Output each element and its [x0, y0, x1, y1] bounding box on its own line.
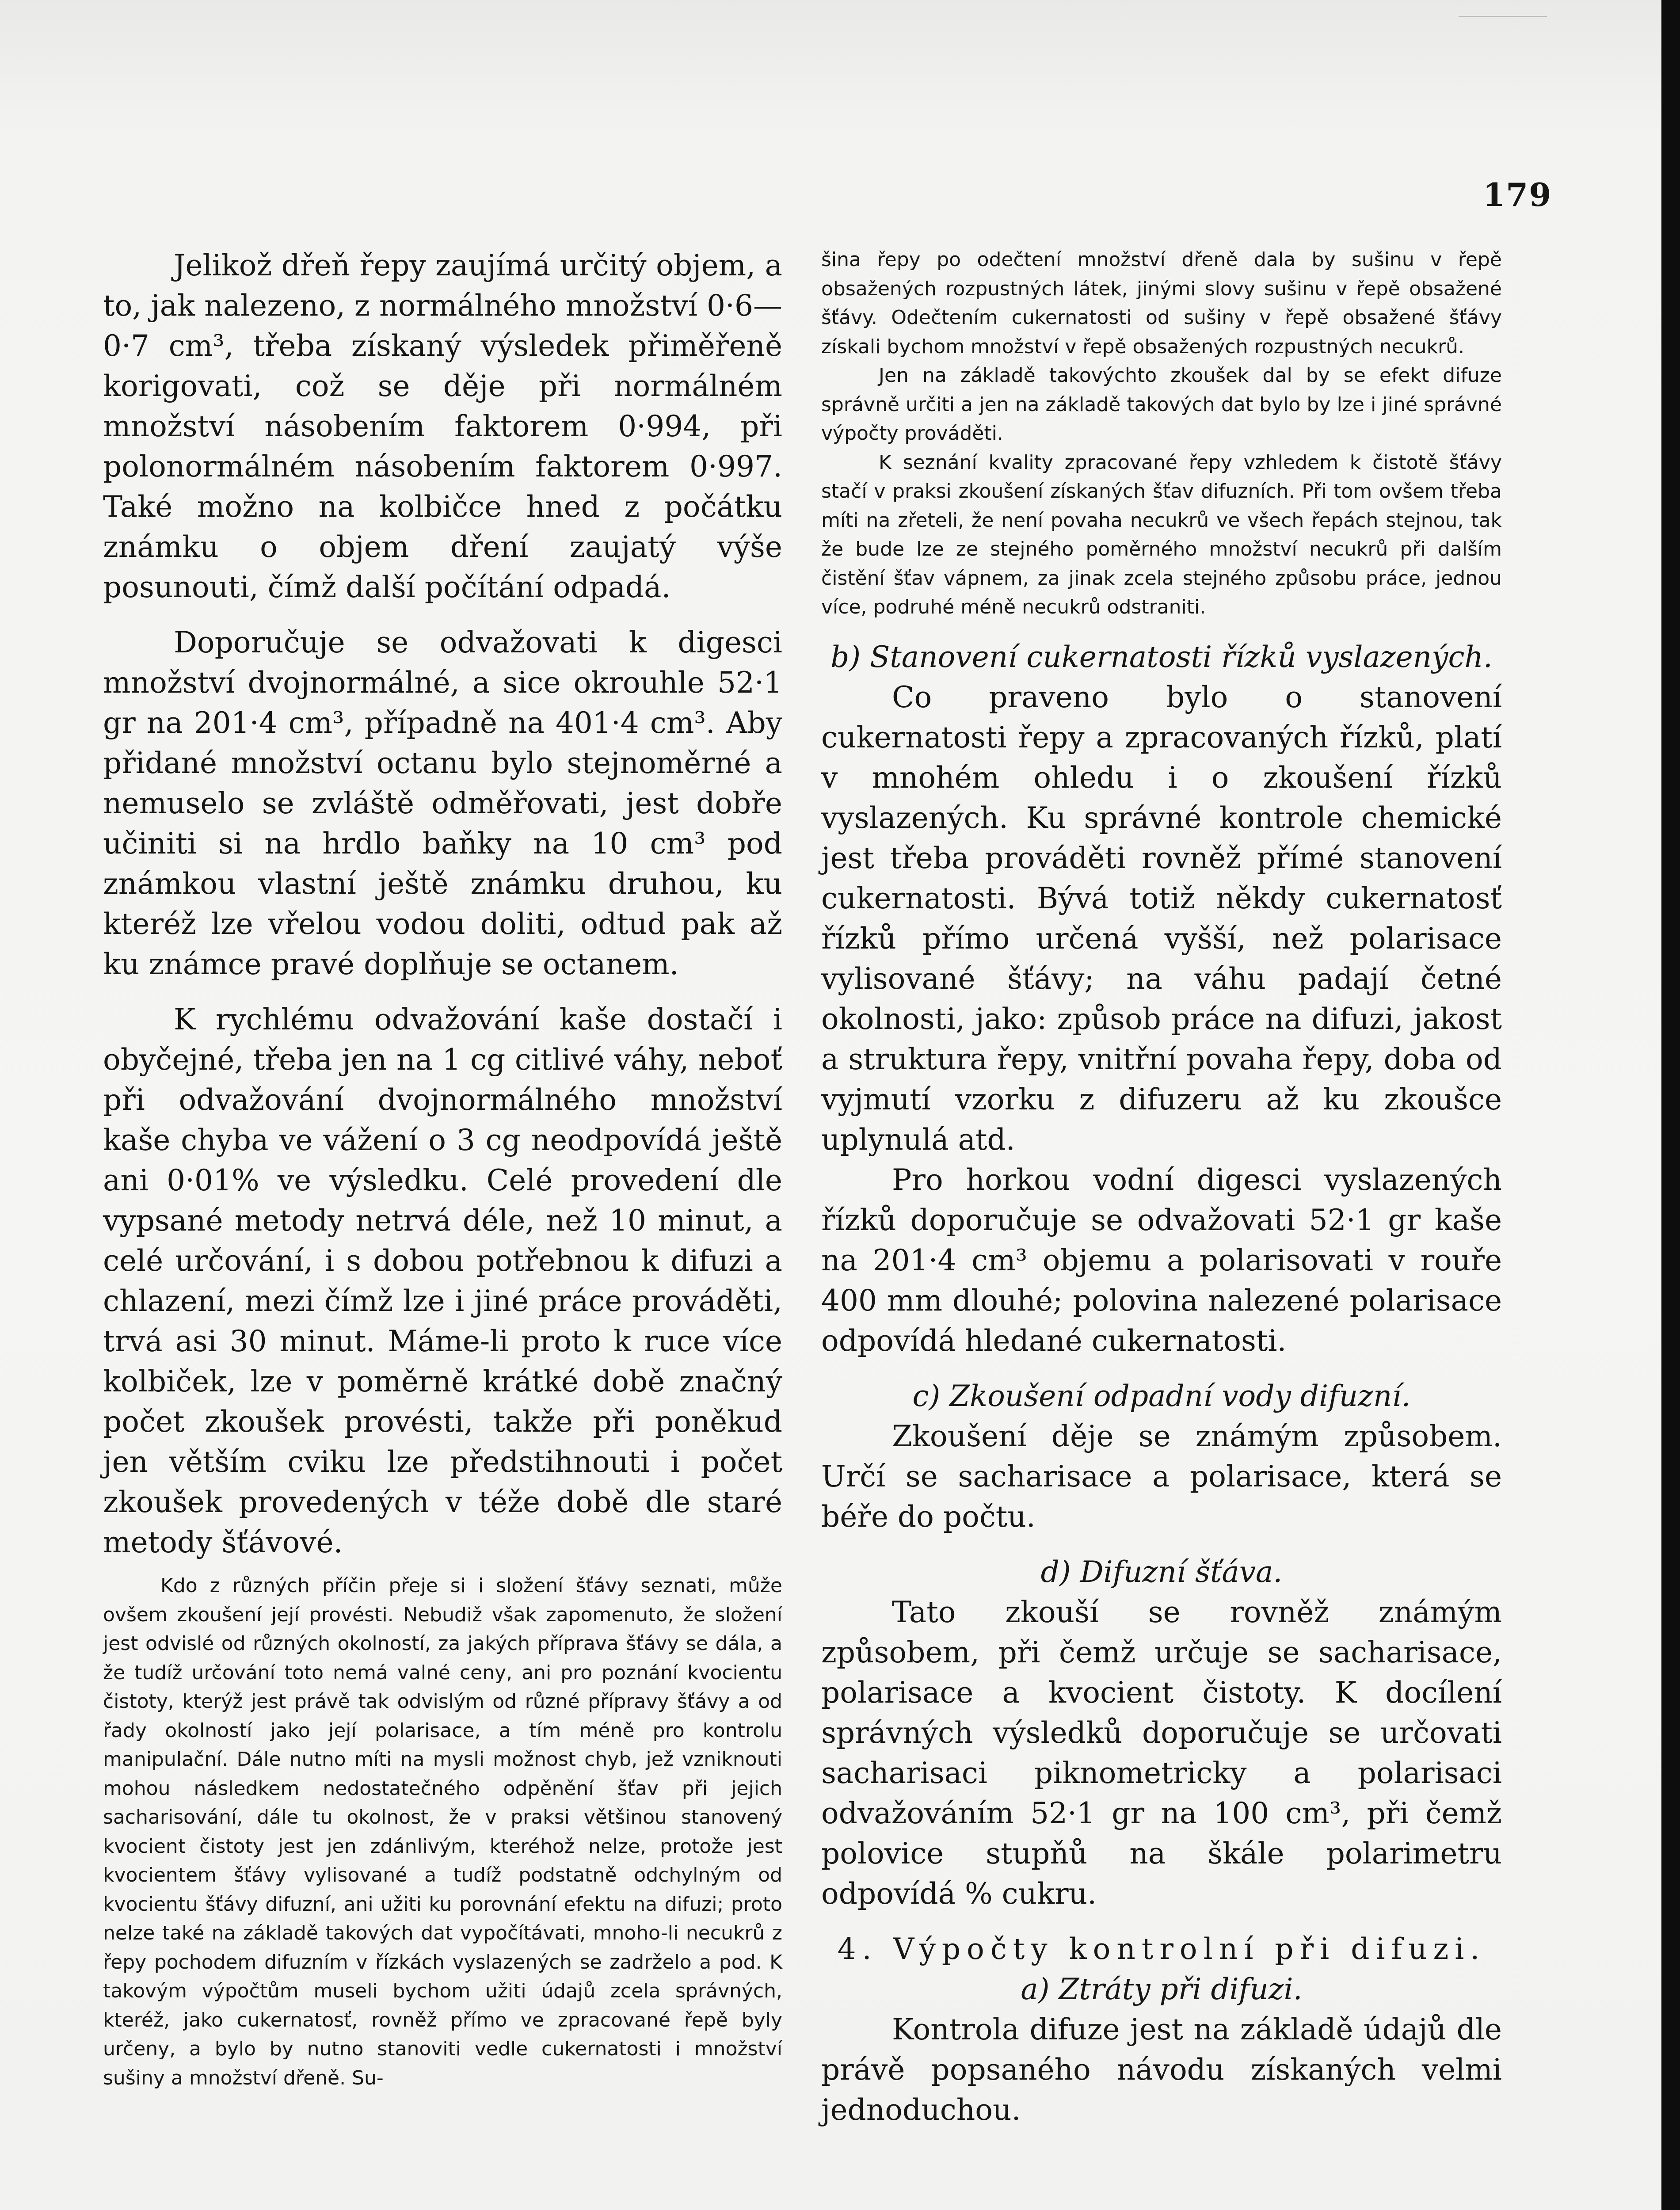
- page-number: 179: [1483, 176, 1552, 213]
- heading-b-cossettes: b) Stanovení cukernatosti řízků vyslazených.: [830, 640, 1493, 674]
- heading-a-losses: a) Ztráty při difuzi.: [1021, 1972, 1303, 2006]
- note-dry-matter: šina řepy po odečtení množství dřeně dala by sušinu v řepě obsažených rozpustných látek, jinými slovy sušinu v řepě obsažené šťávy. Odečtením cukernatosti od sušiny v řepě obsažené šťávy získali bychom množství v řepě obsažených rozpustných necukrů.: [821, 248, 1502, 358]
- paragraph-pulp-correction: Jelikož dřeň řepy zaujímá určitý objem, a to, jak nalezeno, z normálného množství 0·6—0·7 cm³, třeba získaný výsledek přiměřeně korigovati, což se děje při normálném množství násobením faktorem 0·994, při polonormálném násobením faktorem 0·997. Také možno na kolbičce hned z počátku známku o objem dření zaujatý výše posunouti, čímž další počítání odpadá.: [103, 248, 782, 604]
- note-beet-quality: K seznání kvality zpracované řepy vzhledem k čistotě šťávy stačí v praksi zkoušení získaných šťav difuzních. Při tom ovšem třeba míti na zřeteli, že není povaha necukrů ve všech řepách stejnou, tak že bude lze ze stejného poměrného množství necukrů při dalším čistění šťav vápnem, za jinak zcela stejného způsobu práce, jednou více, podruhé méně necukrů odstraniti.: [821, 451, 1502, 618]
- scan-mark: [1459, 16, 1547, 17]
- scan-edge: [1661, 0, 1680, 2210]
- paragraph-quick-weighing: K rychlému odvažování kaše dostačí i obyčejné, třeba jen na 1 cg citlivé váhy, neboť při odvažování dvojnormálného množství kaše chyba ve vážení o 3 cg neodpovídá ještě ani 0·01% ve výsledku. Celé provedení dle vypsané metody netrvá déle, než 10 minut, a celé určování, i s dobou potřebnou k difuzi a chlazení, mezi čímž lze i jiné práce prováděti, trvá asi 30 minut. Máme-li proto k ruce více kolbiček, lze v poměrně krátké době značný počet zkoušek provésti, takže při poněkud jen větším cviku lze předstihnouti i počet zkoušek provedených v téže době dle staré metody šťávové.: [103, 1002, 782, 1559]
- paragraph-control: Kontrola difuze jest na základě údajů dle právě popsaného návodu získaných velmi jednoduchou.: [821, 2012, 1502, 2127]
- paragraph-hot-digestion: Pro horkou vodní digesci vyslazených řízků doporučuje se odvažovati 52·1 gr kaše na 201·4 cm³ objemu a polarisovati v rouře 400 mm dlouhé; polovina nalezené polarisace odpovídá hledané cukernatosti.: [821, 1162, 1502, 1358]
- heading-d-diffusion-juice: d) Difuzní šťáva.: [1040, 1555, 1283, 1589]
- paragraph-diffusion-juice: Tato zkouší se rovněž známým způsobem, při čemž určuje se sacharisace, polarisace a kvocient čistoty. K docílení správných výsledků doporučuje se určovati sacharisaci piknometricky a polarisaci odvažováním 52·1 gr na 100 cm³, při čemž polovice stupňů na škále polarimetru odpovídá % cukru.: [821, 1595, 1502, 1911]
- paragraph-waste-water: Zkoušení děje se známým způsobem. Určí se sacharisace a polarisace, která se béře do počtu.: [821, 1419, 1502, 1534]
- paragraph-double-normal-weighing: Doporučuje se odvažovati k digesci množství dvojnormálné, a sice okrouhle 52·1 gr na 201·4 cm³, případně na 401·4 cm³. Aby přidané množství octanu bylo stejnoměrné a nemuselo se zvláště odměřovati, jest dobře učiniti si na hrdlo baňky na 10 cm³ pod známkou vlastní ještě známku druhou, ku kteréž lze vřelou vodou doliti, odtud pak až ku známce pravé doplňuje se octanem.: [103, 625, 782, 981]
- heading-c-waste-water: c) Zkoušení odpadní vody difuzní.: [912, 1379, 1411, 1413]
- note-juice-composition: Kdo z různých příčin přeje si i složení šťávy seznati, může ovšem zkoušení její provésti. Nebudiž však zapomenuto, že složení jest odvislé od různých okolností, za jakých příprava šťávy se dála, a že tudíž určování toto nemá valné ceny, ani pro poznání kvocientu čistoty, kterýž jest právě tak odvislým od různé přípravy šťávy a od řady okolností jako její polarisace, a tím méně pro kontrolu manipulační. Dále nutno míti na mysli možnost chyb, jež vzniknouti mohou následkem nedostatečného odpěnění šťav při jejich sacharisování, dále tu okolnost, že v praksi většinou stanovený kvocient čistoty jest jen zdánlivým, kteréhož nelze, protože jest kvocientem šťávy vylisované a tudíž podstatně odchylným od kvocientu šťávy difuzní, ani užiti ku porovnání efektu na difuzi; proto nelze také na základě takových dat vypočítávati, mnoho-li necukrů z řepy pochodem difuzním v řízkách vyslazených se zadrželo a pod. K takovým výpočtům museli bychom užiti údajů zcela správných, kteréž, jako cukernatosť, rovněž přímo ve zpracované řepě byly určeny, a bylo by nutno stanoviti vedle cukernatosti i množství sušiny a množství dřeně. Su-: [103, 1574, 782, 2089]
- heading-4-control-calculations: 4. Výpočty kontrolní při difuzi.: [837, 1932, 1486, 1966]
- right-column: [821, 245, 1502, 2130]
- left-column: [103, 245, 782, 2092]
- paragraph-cossettes-sugar: Co praveno bylo o stanovení cukernatosti řepy a zpracovaných řízků, platí v mnohém ohledu i o zkoušení řízků vyslazených. Ku správné kontrole chemické jest třeba prováděti rovněž přímé stanovení cukernatosti. Bývá totiž někdy cukernatosť řízků přímo určená vyšší, než polarisace vylisované šťávy; na váhu padají četné okolnosti, jako: způsob práce na difuzi, jakost a struktura řepy, vnitřní povaha řepy, doba od vyjmutí vzorku z difuzeru až ku zkoušce uplynulá atd.: [821, 680, 1502, 1157]
- note-diffusion-effect: Jen na základě takovýchto zkoušek dal by se efekt difuze správně určiti a jen na základě takových dat bylo by lze i jiné správné výpočty prováděti.: [821, 364, 1502, 445]
